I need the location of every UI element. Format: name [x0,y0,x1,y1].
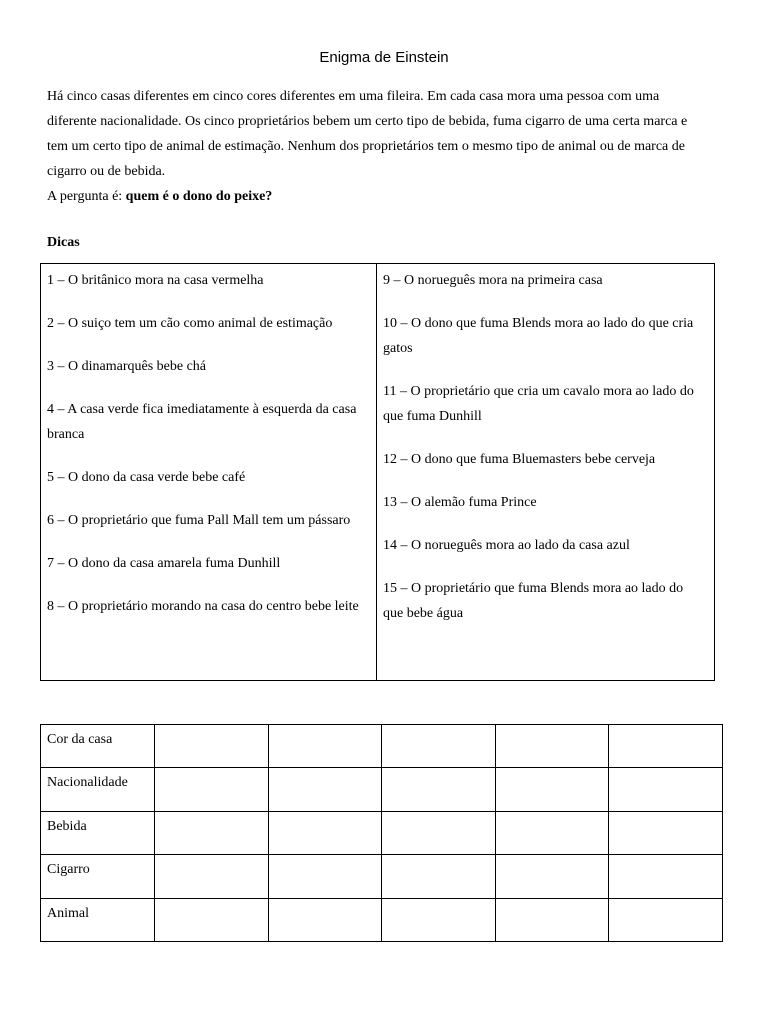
clue-item: 5 – O dono da casa verde bebe café [47,470,246,485]
clue-item: 10 – O dono que fuma Blends mora ao lado do que cria gatos [383,316,694,356]
grid-cell[interactable] [155,768,269,811]
grid-cell[interactable] [495,855,609,898]
clue-item: 4 – A casa verde fica imediatamente à esquerda da casa branca [47,402,357,442]
grid-row [41,768,723,811]
grid-cell[interactable] [382,725,496,768]
question-line [47,184,707,209]
grid-row [41,725,723,768]
grid-row-label: Nacionalidade [41,768,155,811]
grid-cell[interactable] [609,898,723,941]
grid-row [41,855,723,898]
grid-row [41,811,723,854]
grid-cell[interactable] [609,811,723,854]
clues-heading: Dicas [47,235,80,250]
grid-cell[interactable] [609,768,723,811]
grid-cell[interactable] [382,855,496,898]
clue-item: 11 – O proprietário que cria um cavalo mora ao lado do que fuma Dunhill [383,384,694,424]
grid-cell[interactable] [155,725,269,768]
grid-cell[interactable] [609,855,723,898]
grid-cell[interactable] [155,811,269,854]
grid-row-label: Cor da casa [41,725,155,768]
clue-item: 12 – O dono que fuma Bluemasters bebe cerveja [383,452,656,467]
grid-cell[interactable] [155,855,269,898]
question-prefix: A pergunta é: [47,189,126,204]
clue-item: 14 – O norueguês mora ao lado da casa azul [383,538,630,553]
clue-item: 8 – O proprietário morando na casa do centro bebe leite [47,599,359,614]
clue-item: 6 – O proprietário que fuma Pall Mall tem um pássaro [47,513,351,528]
intro-paragraph: Há cinco casas diferentes em cinco cores diferentes em uma fileira. Em cada casa mora uma pessoa com uma diferente nacionalidade. Os cinco proprietários bebem um certo tipo de bebida, fuma cigarro de uma certa marca e tem um certo tipo de animal de estimação. Nenhum dos proprietários tem o mesmo tipo de animal ou de marca de cigarro ou de bebida. [47,89,688,179]
grid-cell[interactable] [268,898,382,941]
grid-cell[interactable] [268,811,382,854]
grid-cell[interactable] [495,768,609,811]
clue-item: 3 – O dinamarquês bebe chá [47,359,206,374]
grid-cell[interactable] [268,855,382,898]
grid-row [41,898,723,941]
clue-item: 7 – O dono da casa amarela fuma Dunhill [47,556,281,571]
clue-item: 9 – O norueguês mora na primeira casa [383,273,603,288]
grid-cell[interactable] [495,811,609,854]
grid-cell[interactable] [382,811,496,854]
clues-table [40,263,715,681]
clue-item: 1 – O britânico mora na casa vermelha [47,273,264,288]
grid-row-label: Cigarro [41,855,155,898]
grid-cell[interactable] [155,898,269,941]
grid-cell[interactable] [495,898,609,941]
clues-column-left [41,264,377,680]
document-title: Enigma de Einstein [319,49,449,66]
grid-cell[interactable] [268,768,382,811]
grid-row-label: Bebida [41,811,155,854]
grid-cell[interactable] [268,725,382,768]
clue-item: 2 – O suiço tem um cão como animal de estimação [47,316,333,331]
clue-item: 15 – O proprietário que fuma Blends mora ao lado do que bebe água [383,581,684,621]
clue-item: 13 – O alemão fuma Prince [383,495,537,510]
question-text: quem é o dono do peixe? [125,189,273,204]
grid-cell[interactable] [382,768,496,811]
clues-column-right [377,264,714,680]
intro-section [47,84,707,209]
grid-row-label: Animal [41,898,155,941]
grid-cell[interactable] [382,898,496,941]
grid-cell[interactable] [609,725,723,768]
grid-cell[interactable] [495,725,609,768]
solution-grid [40,724,723,942]
